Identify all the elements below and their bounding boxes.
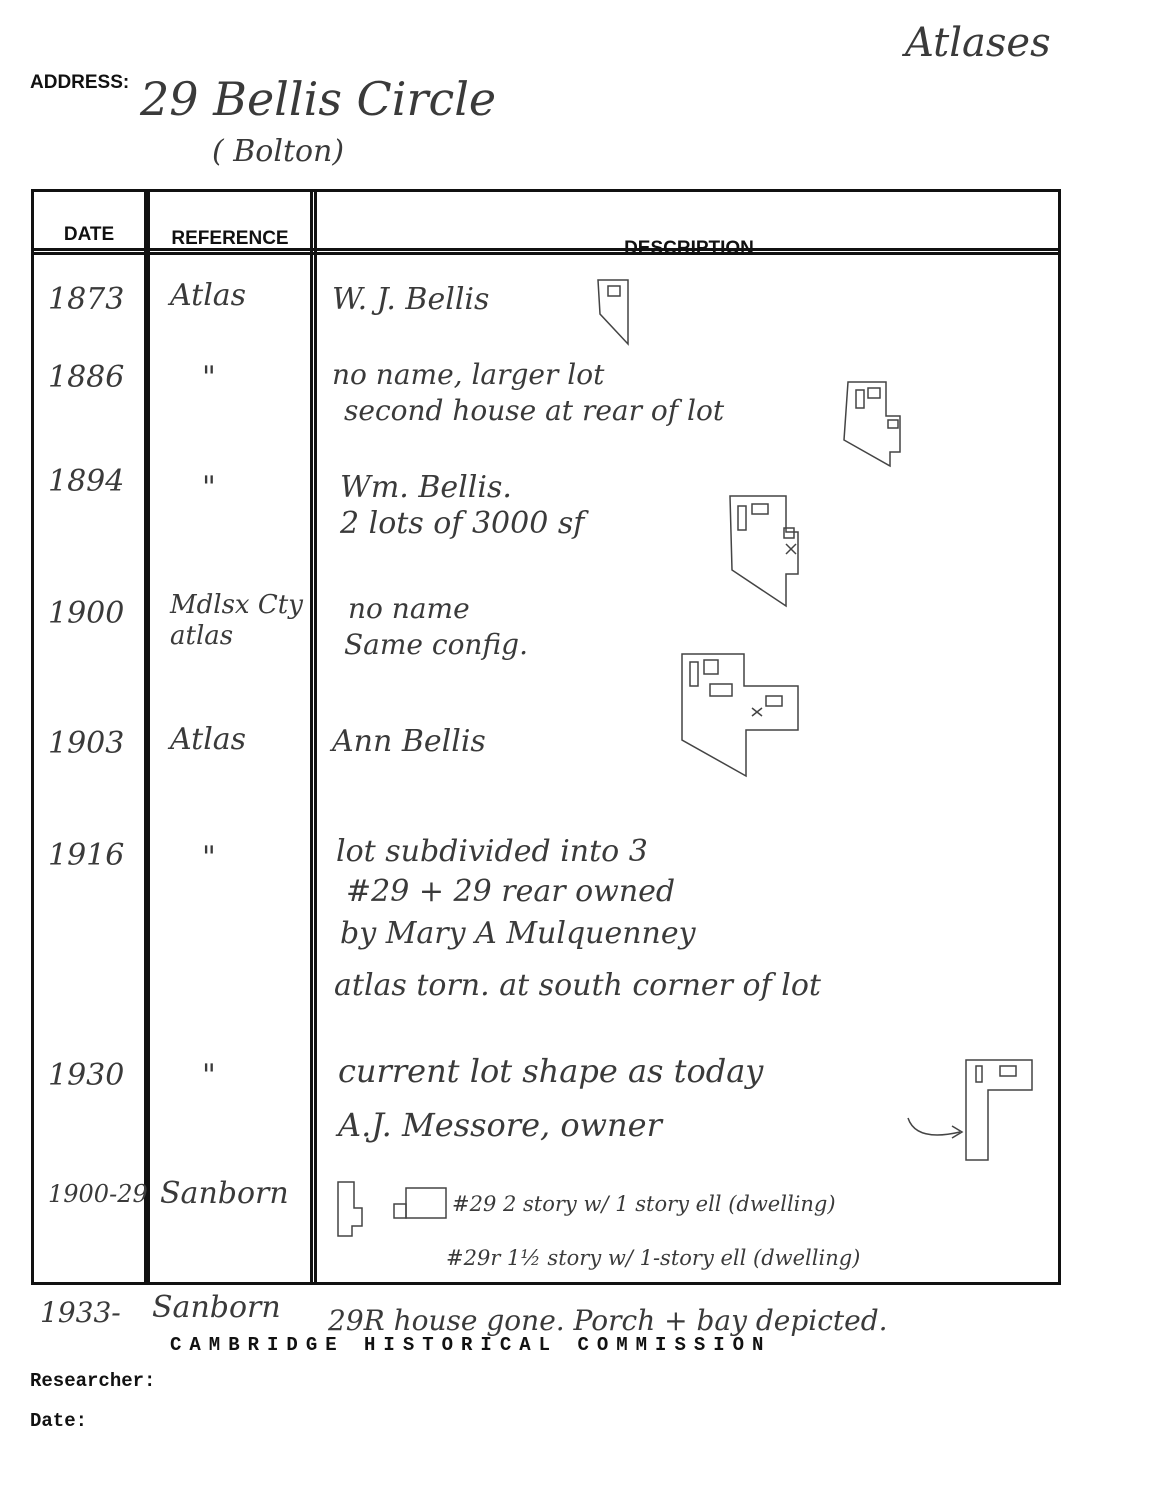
lot-sketch-1903 xyxy=(678,650,808,780)
row-description-1886-a: no name, larger lot xyxy=(332,358,605,391)
row-date-1894: 1894 xyxy=(48,464,125,499)
lot-sketch-1894 xyxy=(726,492,816,612)
address-value: 29 Bellis Circle xyxy=(140,72,497,126)
lot-sketch-1886 xyxy=(842,380,922,470)
row-reference-1873: Atlas xyxy=(170,278,247,313)
note-date: 1933- xyxy=(40,1296,121,1329)
row-description-1916-a: lot subdivided into 3 xyxy=(336,834,648,869)
header-reference: REFERENCE xyxy=(171,228,289,249)
row-date-1873: 1873 xyxy=(48,282,125,317)
row-description-1916-b: #29 + 29 rear owned xyxy=(346,874,676,909)
record-table xyxy=(31,189,1061,1285)
row-description-1900-a: no name xyxy=(348,592,470,625)
note-description: 29R house gone. Porch + bay depicted. xyxy=(328,1304,888,1337)
lot-sketch-1900-29 xyxy=(336,1174,456,1244)
row-date-1900-29: 1900-29 xyxy=(48,1180,148,1208)
lot-sketch-1873 xyxy=(596,278,646,348)
row-description-1894-a: Wm. Bellis. xyxy=(340,470,512,505)
row-reference-1900: Mdlsx Cty atlas xyxy=(170,590,303,652)
header-description: DESCRIPTION xyxy=(624,238,754,259)
row-description-1894-b: 2 lots of 3000 sf xyxy=(340,506,585,541)
footer-title: CAMBRIDGE HISTORICAL COMMISSION xyxy=(170,1334,772,1356)
note-reference: Sanborn xyxy=(152,1290,281,1325)
corner-label: Atlases xyxy=(905,20,1051,66)
row-reference-1886: " xyxy=(202,360,216,395)
row-reference-1930: " xyxy=(202,1058,216,1093)
row-description-1900-29-b: #29r 1½ story w/ 1-story ell (dwelling) xyxy=(446,1246,861,1270)
row-date-1930: 1930 xyxy=(48,1058,125,1093)
row-description-1930-b: A.J. Messore, owner xyxy=(338,1106,662,1144)
address-label: ADDRESS: xyxy=(30,72,130,93)
row-reference-1900-29: Sanborn xyxy=(160,1176,289,1211)
date-label: Date: xyxy=(30,1410,88,1432)
row-date-1903: 1903 xyxy=(48,726,125,761)
row-description-1930-a: current lot shape as today xyxy=(338,1052,764,1090)
row-reference-1903: Atlas xyxy=(170,722,247,757)
row-date-1900: 1900 xyxy=(48,596,125,631)
row-reference-1916: " xyxy=(202,840,216,875)
row-reference-1894: " xyxy=(202,470,216,505)
row-date-1886: 1886 xyxy=(48,360,125,395)
address-sub: ( Bolton) xyxy=(212,134,345,169)
row-description-1916-c: by Mary A Mulquenney xyxy=(340,916,696,951)
header-date: DATE xyxy=(63,224,115,245)
row-description-1903: Ann Bellis xyxy=(332,724,486,759)
lot-sketch-1930 xyxy=(904,1056,1034,1166)
row-description-1873: W. J. Bellis xyxy=(332,282,490,317)
row-description-1886-b: second house at rear of lot xyxy=(344,394,725,427)
row-description-1900-29-a: #29 2 story w/ 1 story ell (dwelling) xyxy=(452,1192,836,1216)
researcher-label: Researcher: xyxy=(30,1370,156,1392)
row-date-1916: 1916 xyxy=(48,838,125,873)
row-description-1900-b: Same config. xyxy=(344,628,528,661)
row-description-1916-d: atlas torn. at south corner of lot xyxy=(334,968,821,1003)
